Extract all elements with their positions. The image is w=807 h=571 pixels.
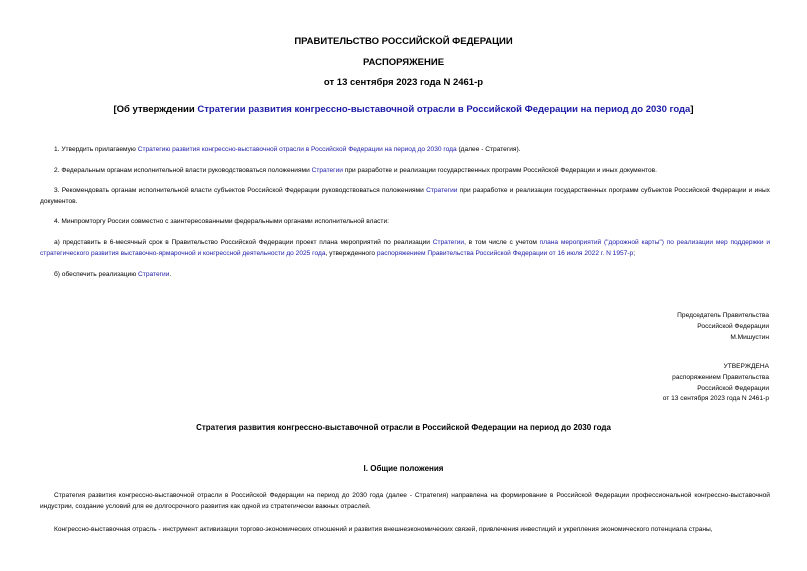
paragraph-4: 4. Минпромторгу России совместно с заинтересованными федеральными органами исполнительной власти:	[54, 218, 389, 225]
paragraph-text: , в том числе с учетом	[464, 239, 540, 246]
strategy-title: Стратегия развития конгрессно-выставочной отрасли в Российской Федерации на период до 2030 года	[196, 423, 611, 432]
title-strategy-link[interactable]: Стратегии развития конгрессно-выставочной отрасли в Российской Федерации на период до 2030 года	[197, 104, 691, 115]
paragraph-text: 3. Рекомендовать органам исполнительной власти субъектов Российской Федерации руководствоваться положениями	[54, 187, 427, 194]
paragraph-2	[40, 166, 770, 177]
approval-date: от 13 сентября 2023 года N 2461-р	[662, 395, 769, 403]
decree-link[interactable]: распоряжением Правительства Российской Федерации от 16 июля 2022 г. N 1957-р	[376, 249, 634, 257]
signature-org: Российской Федерации	[697, 322, 769, 330]
paragraph-4a	[40, 238, 770, 259]
paragraph-text: при разработке и реализации государственных программ субъектов Российской Федерации и иных документов.	[40, 187, 770, 205]
section-title: I. Общие положения	[363, 464, 444, 473]
signature-name: М.Мишустин	[730, 333, 769, 341]
paragraph-1	[40, 145, 770, 156]
body-paragraph-1: Стратегия развития конгрессно-выставочной отрасли в Российской Федерации на период до 2030 года (далее - Стратегия) направлена на формирование в Российской Федерации профессиональной конгрессно-выставочной индустрии, создание условий для ее долгосрочного развития как одной из стратегически важных отраслей.	[40, 492, 770, 510]
approval-word: УТВЕРЖДЕНА	[723, 363, 769, 370]
strategy-link[interactable]: Стратегии	[311, 167, 343, 174]
body-paragraph-2: Конгрессно-выставочная отрасль - инструмент активизации торгово-экономических отношений и развития внешнеэкономических связей, привлечения инвестиций и укрепления экономического потенциала страны,	[54, 526, 713, 533]
roadmap-link[interactable]: плана мероприятий ("дорожной карты") по реализации мер поддержки и стратегического развития выставочно-ярмарочной и конгрессной деятельности до 2025 года	[40, 239, 771, 257]
paragraph-text: при разработке и реализации государственных программ Российской Федерации и иных документов.	[342, 167, 657, 174]
issuer-heading: ПРАВИТЕЛЬСТВО РОССИЙСКОЙ ФЕДЕРАЦИИ	[294, 36, 513, 47]
paragraph-text: , утвержденного	[325, 249, 377, 257]
paragraph-text: а) представить в 6-месячный срок в Правительство Российской Федерации проект плана мероприятий по реализации	[54, 239, 433, 246]
paragraph-text: б) обеспечить реализацию	[54, 271, 139, 278]
paragraph-text: (далее - Стратегия).	[456, 146, 521, 153]
document-date-number: от 13 сентября 2023 года N 2461-р	[323, 77, 484, 88]
paragraph-text: 1. Утвердить прилагаемую	[54, 146, 138, 153]
paragraph-text: .	[169, 271, 172, 278]
strategy-link[interactable]: Стратегию развития конгрессно-выставочной отрасли в Российской Федерации на период до 2030 года	[137, 146, 457, 153]
paragraph-text: ;	[633, 249, 636, 257]
approval-org: Российской Федерации	[697, 384, 769, 392]
paragraph-3	[40, 186, 770, 207]
document-title	[0, 104, 807, 115]
strategy-link[interactable]: Стратегии	[138, 271, 170, 278]
title-prefix: [Об утверждении	[113, 104, 198, 115]
title-suffix: ]	[690, 104, 694, 115]
document-type-heading: РАСПОРЯЖЕНИЕ	[362, 57, 445, 68]
signature-position: Председатель Правительства	[677, 312, 769, 319]
paragraph-text: 2. Федеральным органам исполнительной власти руководствоваться положениями	[54, 167, 312, 174]
strategy-link[interactable]: Стратегии	[426, 187, 458, 194]
approval-stamp	[663, 362, 769, 405]
strategy-link[interactable]: Стратегии	[432, 239, 465, 246]
approval-by: распоряжением Правительства	[672, 373, 769, 381]
signature-block	[677, 311, 769, 343]
paragraph-4b	[40, 270, 770, 281]
